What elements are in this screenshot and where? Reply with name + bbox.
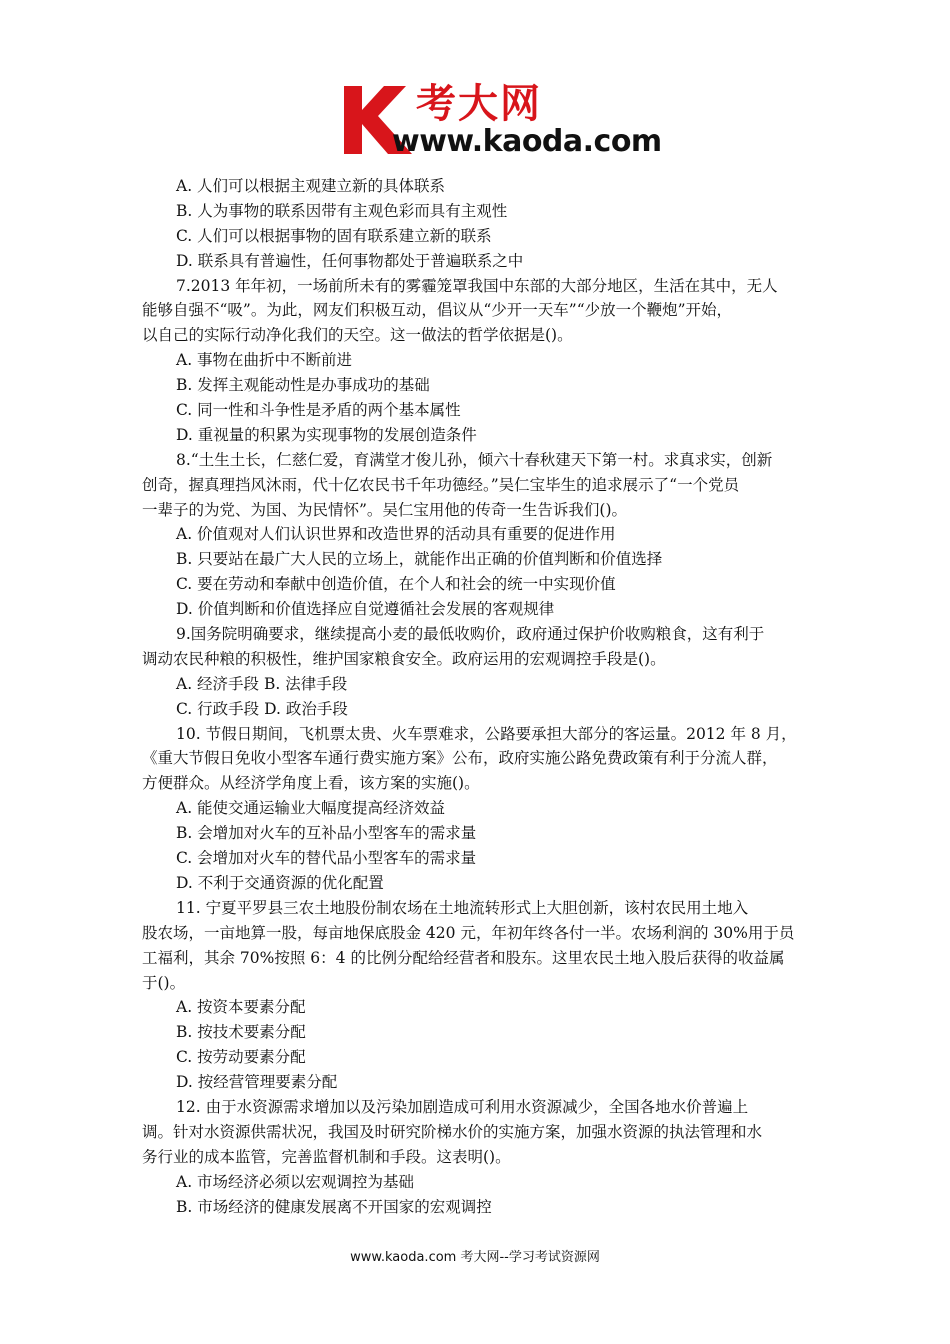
answer-option: C. 同一性和斗争性是矛盾的两个基本属性 — [176, 401, 461, 420]
question-text-continued: 以自己的实际行动净化我们的天空。这一做法的哲学依据是()。 — [142, 326, 573, 345]
question-text-continued: 调。针对水资源供需状况，我国及时研究阶梯水价的实施方案，加强水资源的执法管理和水 — [142, 1122, 763, 1141]
question-text-continued: 调动农民种粮的积极性，维护国家粮食安全。政府运用的宏观调控手段是()。 — [142, 649, 666, 668]
answer-option: D. 重视量的积累为实现事物的发展创造条件 — [176, 425, 477, 444]
question-text-continued: 务行业的成本监管，完善监督机制和手段。这表明()。 — [142, 1147, 511, 1166]
logo-name: 考大网 — [416, 81, 542, 127]
answer-option: C. 按劳动要素分配 — [176, 1048, 306, 1067]
answer-option: A. 事物在曲折中不断前进 — [176, 351, 353, 370]
answer-option: B. 会增加对火车的互补品小型客车的需求量 — [176, 824, 477, 843]
question-text: 10. 节假日期间，飞机票太贵、火车票难求，公路要承担大部分的客运量。2012 年 8 月， — [176, 724, 797, 743]
answer-option: B. 市场经济的健康发展离不开国家的宏观调控 — [176, 1197, 492, 1216]
question-text: 7.2013 年年初，一场前所未有的雾霾笼罩我国中东部的大部分地区，生活在其中，无人 — [176, 276, 778, 295]
answer-option: A. 价值观对人们认识世界和改造世界的活动具有重要的促进作用 — [176, 525, 616, 544]
question-text-continued: 一辈子的为党、为国、为民情怀”。吴仁宝用他的传奇一生告诉我们()。 — [142, 500, 628, 519]
page-footer: www.kaoda.com 考大网--学习考试资源网 — [350, 1250, 600, 1265]
answer-option: B. 人为事物的联系因带有主观色彩而具有主观性 — [176, 201, 508, 220]
answer-option: A. 能使交通运输业大幅度提高经济效益 — [176, 799, 446, 818]
question-text-continued: 《重大节假日免收小型客车通行费实施方案》公布，政府实施公路免费政策有利于分流人群， — [142, 749, 778, 768]
question-text: 9.国务院明确要求，继续提高小麦的最低收购价，政府通过保护价收购粮食，这有利于 — [176, 625, 765, 644]
answer-option: B. 按技术要素分配 — [176, 1023, 306, 1042]
answer-option: D. 价值判断和价值选择应自觉遵循社会发展的客观规律 — [176, 600, 555, 619]
answer-option: C. 要在劳动和奉献中创造价值，在个人和社会的统一中实现价值 — [176, 575, 616, 594]
logo-url: www.kaoda.com — [392, 124, 662, 159]
question-text-continued: 创奇，握真理挡风沐雨，代十亿农民书千年功德经。”吴仁宝毕生的追求展示了“一个党员 — [142, 475, 740, 494]
question-text: 8.“土生土长，仁慈仁爱，育满堂才俊儿孙，倾六十春秋建天下第一村。求真求实，创新 — [176, 450, 773, 469]
question-text-continued: 工福利，其余 70%按照 6：4 的比例分配给经营者和股东。这里农民土地入股后获得的收益属 — [142, 948, 785, 967]
kaoda-logo — [338, 80, 662, 160]
answer-option: A. 市场经济必须以宏观调控为基础 — [176, 1172, 415, 1191]
answer-option: C. 人们可以根据事物的固有联系建立新的联系 — [176, 226, 492, 245]
answer-option: C. 会增加对火车的替代品小型客车的需求量 — [176, 849, 477, 868]
answer-option: A. 经济手段 B. 法律手段 — [176, 674, 348, 693]
question-text: 11. 宁夏平罗县三农土地股份制农场在土地流转形式上大胆创新，该村农民用土地入 — [176, 898, 749, 917]
answer-option: B. 只要站在最广大人民的立场上，就能作出正确的价值判断和价值选择 — [176, 550, 663, 569]
answer-option: D. 按经营管理要素分配 — [176, 1073, 338, 1092]
answer-option: A. 人们可以根据主观建立新的具体联系 — [176, 177, 446, 195]
question-text: 12. 由于水资源需求增加以及污染加剧造成可利用水资源减少，全国各地水价普遍上 — [176, 1097, 749, 1116]
document-body — [142, 174, 810, 1219]
question-text-continued: 于()。 — [142, 973, 186, 992]
question-text-continued: 方便群众。从经济学角度上看，该方案的实施()。 — [142, 774, 480, 793]
question-text-continued: 能够自强不“吸”。为此，网友们积极互动，倡议从“少开一天车”“少放一个鞭炮”开始， — [142, 301, 733, 320]
answer-option: C. 行政手段 D. 政治手段 — [176, 699, 348, 718]
question-text-continued: 股农场，一亩地算一股，每亩地保底股金 420 元，年初年终各付一半。农场利润的 30%用于员 — [142, 923, 795, 942]
answer-option: B. 发挥主观能动性是办事成功的基础 — [176, 376, 430, 395]
answer-option: D. 联系具有普遍性，任何事物都处于普遍联系之中 — [176, 251, 524, 270]
answer-option: A. 按资本要素分配 — [176, 998, 306, 1017]
answer-option: D. 不利于交通资源的优化配置 — [176, 873, 384, 892]
